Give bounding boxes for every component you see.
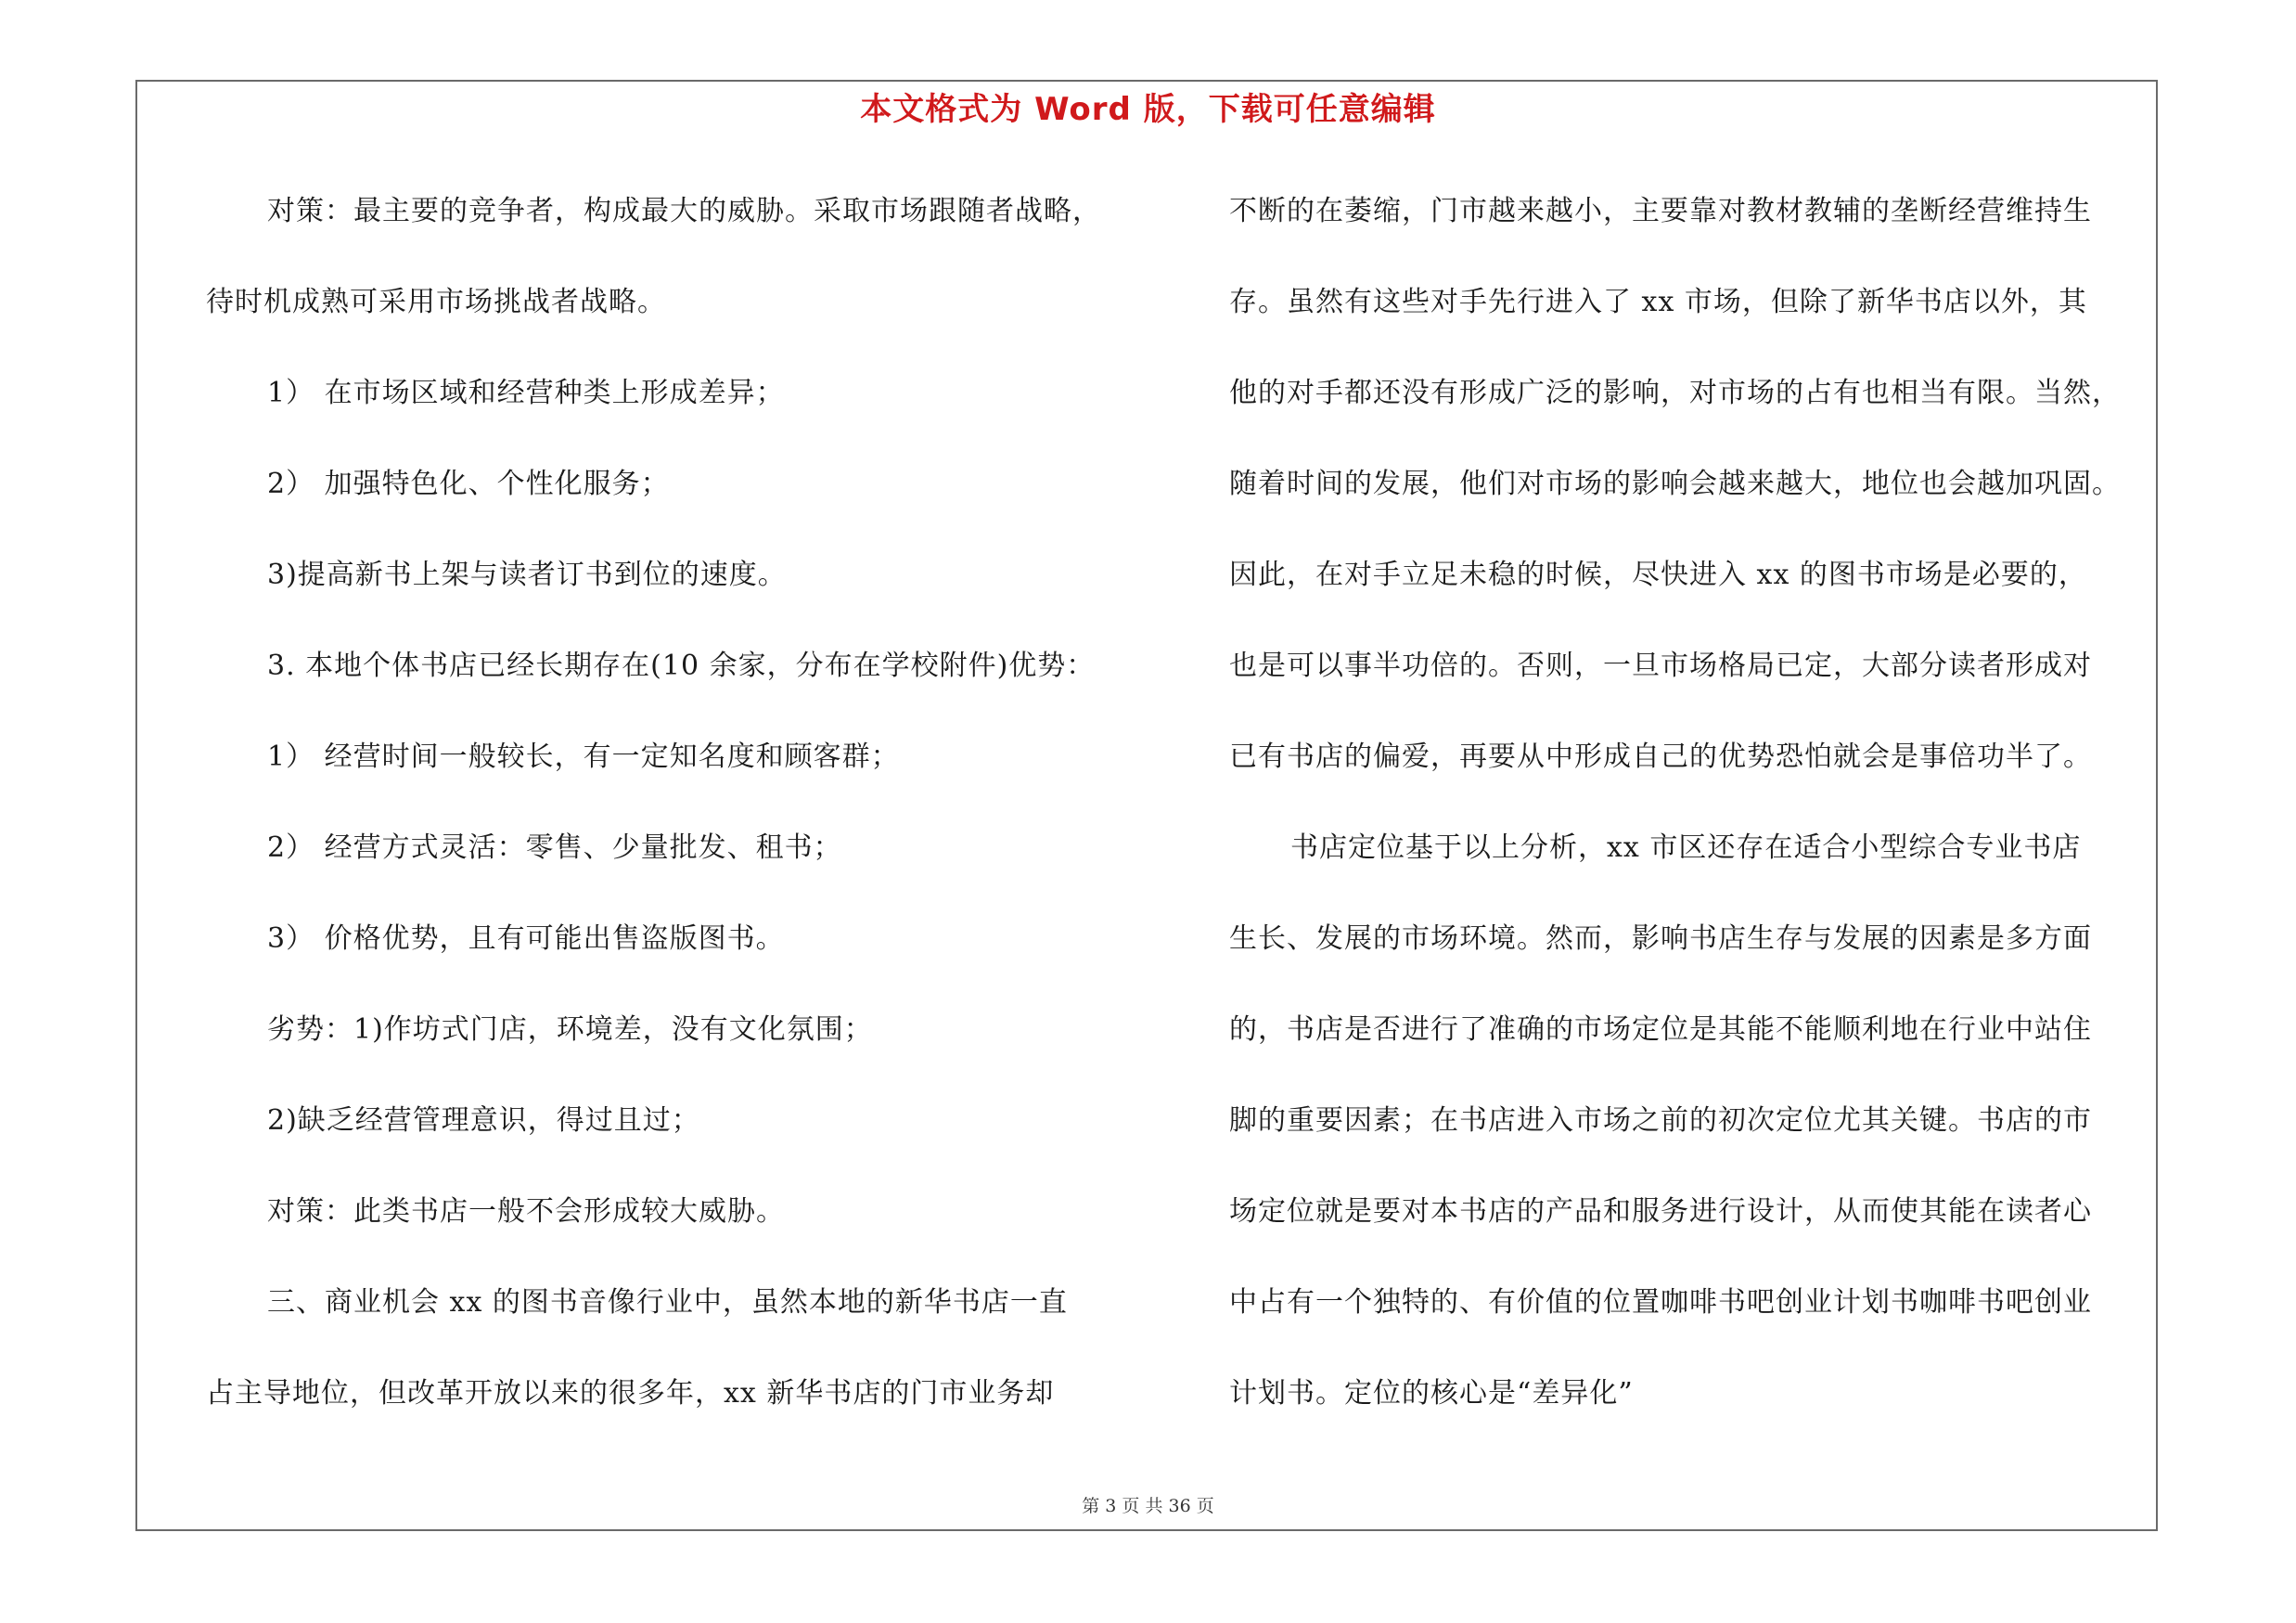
paragraph-line: 3. 本地个体书店已经长期存在(10 余家，分布在学校附件)优势： [267, 650, 1096, 682]
paragraph-line: 对策：最主要的竞争者，构成最大的威胁。采取市场跟随者战略， [267, 195, 1101, 227]
paragraph-line: 不断的在萎缩，门市越来越小，主要靠对教材教辅的垄断经营维持生 [1229, 195, 2092, 227]
paragraph-line: 因此，在对手立足未稳的时候，尽快进入 xx 的图书市场是必要的， [1229, 559, 2087, 591]
paragraph-line: 随着时间的发展，他们对市场的影响会越来越大，地位也会越加巩固。 [1229, 468, 2121, 500]
paragraph-line: 1） 经营时间一般较长，有一定知名度和顾客群； [267, 741, 900, 773]
document-banner: 本文格式为 Word 版，下载可任意编辑 [860, 91, 1436, 128]
paragraph-line: 2） 加强特色化、个性化服务； [267, 468, 670, 500]
paragraph-line: 场定位就是要对本书店的产品和服务进行设计，从而使其能在读者心 [1229, 1195, 2092, 1228]
left-text-column [206, 186, 1152, 1459]
paragraph-line: 3)提高新书上架与读者订书到位的速度。 [267, 559, 787, 591]
paragraph-line: 也是可以事半功倍的。否则，一旦市场格局已定，大部分读者形成对 [1229, 650, 2092, 682]
paragraph-line: 书店定位基于以上分析，xx 市区还存在适合小型综合专业书店 [1290, 831, 2082, 864]
paragraph-line: 中占有一个独特的、有价值的位置咖啡书吧创业计划书咖啡书吧创业 [1229, 1286, 2092, 1319]
paragraph-line: 2） 经营方式灵活：零售、少量批发、租书； [267, 831, 842, 864]
paragraph-line: 2)缺乏经营管理意识，得过且过； [267, 1104, 700, 1137]
page-number-footer: 第 3 页 共 36 页 [1082, 1496, 1214, 1516]
paragraph-line: 已有书店的偏爱，再要从中形成自己的优势恐怕就会是事倍功半了。 [1229, 741, 2092, 773]
paragraph-line: 1） 在市场区域和经营种类上形成差异； [267, 377, 785, 409]
paragraph-line: 占主导地位，但改革开放以来的很多年，xx 新华书店的门市业务却 [206, 1377, 1055, 1410]
paragraph-line: 他的对手都还没有形成广泛的影响，对市场的占有也相当有限。当然， [1229, 377, 2121, 409]
paragraph-line: 生长、发展的市场环境。然而，影响书店生存与发展的因素是多方面 [1229, 922, 2092, 955]
paragraph-line: 待时机成熟可采用市场挑战者战略。 [206, 286, 666, 318]
paragraph-line: 劣势：1)作坊式门店，环境差，没有文化氛围； [267, 1013, 873, 1046]
paragraph-line: 三、商业机会 xx 的图书音像行业中，虽然本地的新华书店一直 [267, 1286, 1068, 1319]
paragraph-line: 存。虽然有这些对手先行进入了 xx 市场，但除了新华书店以外，其 [1229, 286, 2087, 318]
paragraph-line: 计划书。定位的核心是“差异化” [1229, 1377, 1634, 1410]
paragraph-line: 对策：此类书店一般不会形成较大威胁。 [267, 1195, 785, 1228]
paragraph-line: 脚的重要因素；在书店进入市场之前的初次定位尤其关键。书店的市 [1229, 1104, 2092, 1137]
paragraph-line: 的，书店是否进行了准确的市场定位是其能不能顺利地在行业中站住 [1229, 1013, 2092, 1046]
paragraph-line: 3） 价格优势，且有可能出售盗版图书。 [267, 922, 785, 955]
right-text-column [1229, 186, 2161, 1459]
